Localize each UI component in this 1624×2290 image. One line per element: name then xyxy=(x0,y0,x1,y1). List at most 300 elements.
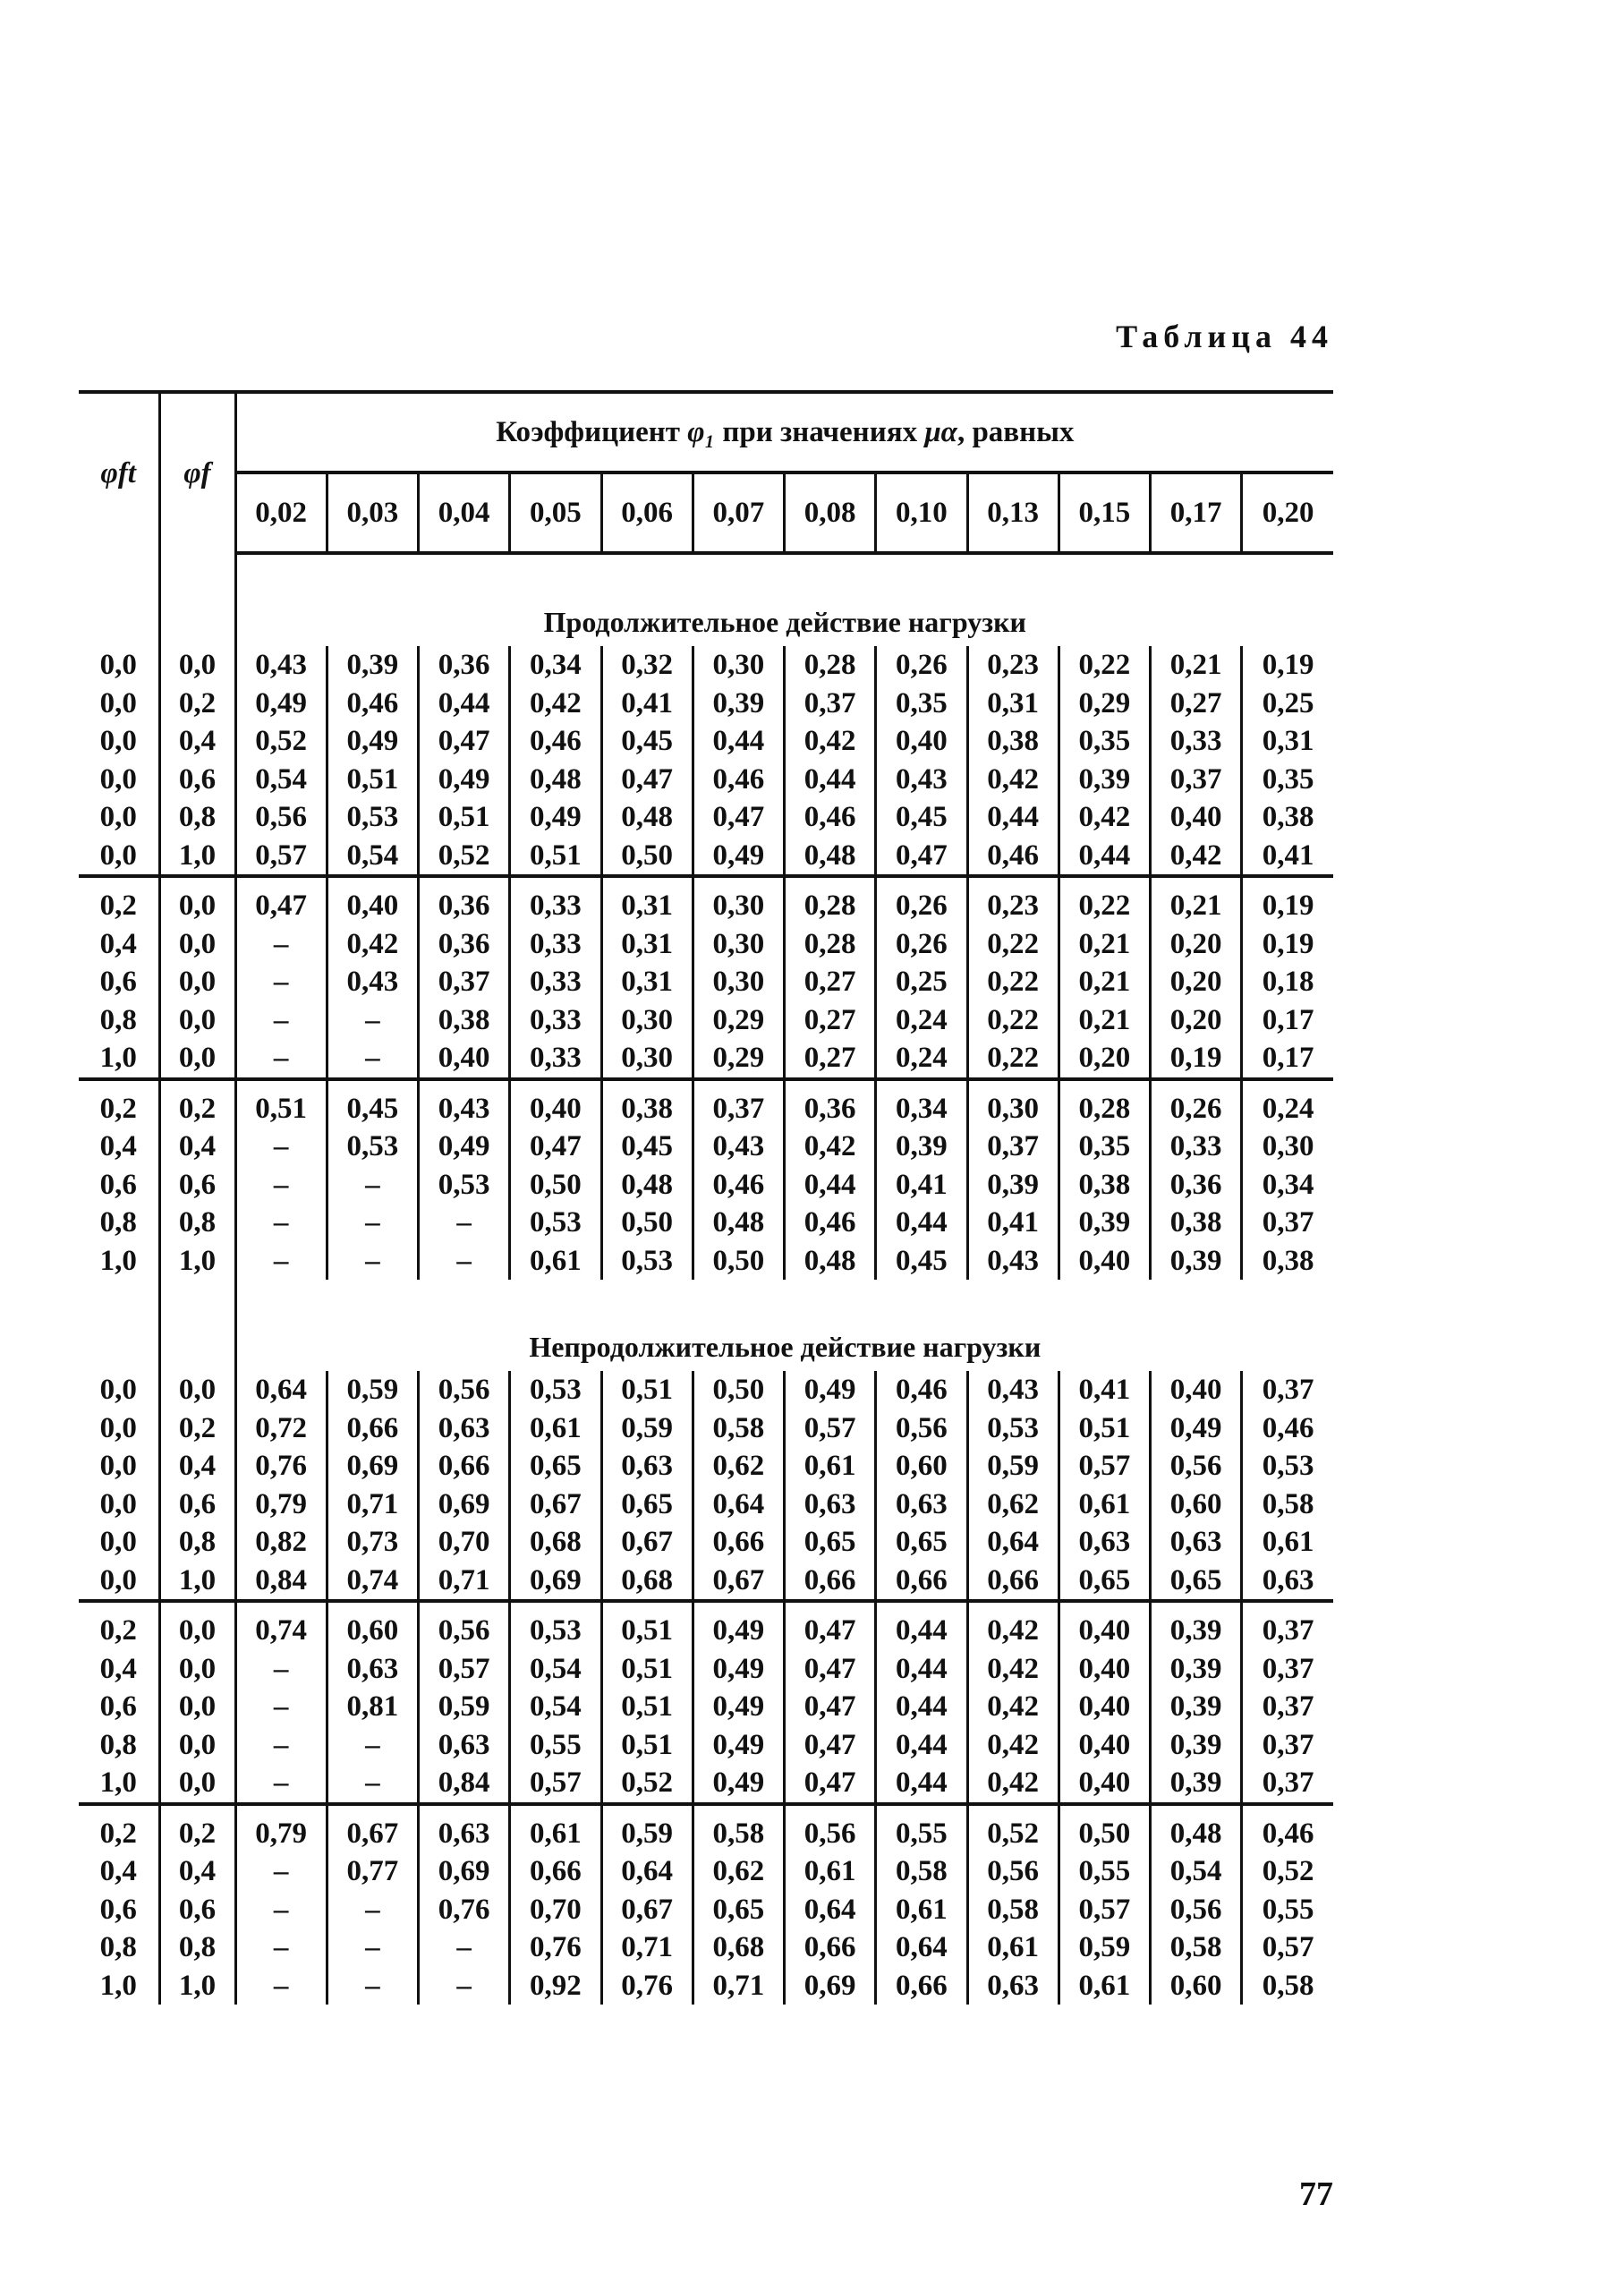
cell-coefficient: 0,43 xyxy=(967,1242,1059,1281)
cell-coefficient: 0,34 xyxy=(1242,1166,1333,1205)
cell-coefficient: 0,49 xyxy=(419,1128,510,1166)
cell-coefficient: 0,21 xyxy=(1059,1001,1150,1040)
cell-phi-f: 0,8 xyxy=(159,1204,235,1242)
cell-coefficient: 0,50 xyxy=(601,837,693,877)
table-row xyxy=(79,1928,1333,1967)
cell-coefficient: 0,24 xyxy=(876,1039,967,1079)
cell-phi-f: 0,0 xyxy=(159,876,235,925)
table-row xyxy=(79,1371,1333,1409)
cell-coefficient: – xyxy=(327,1764,418,1804)
cell-coefficient: 0,54 xyxy=(510,1650,601,1689)
cell-coefficient: 0,48 xyxy=(785,1242,876,1281)
cell-coefficient: 0,30 xyxy=(693,925,784,964)
cell-phi-f: 0,0 xyxy=(159,1688,235,1726)
cell-coefficient: 0,53 xyxy=(1242,1447,1333,1486)
cell-coefficient: 0,69 xyxy=(510,1562,601,1602)
cell-coefficient: 0,21 xyxy=(1059,963,1150,1001)
cell-coefficient: 0,61 xyxy=(510,1409,601,1448)
cell-coefficient: 0,55 xyxy=(510,1726,601,1765)
cell-coefficient: 0,36 xyxy=(419,646,510,685)
header-mu-value: 0,08 xyxy=(785,472,876,553)
cell-coefficient: 0,64 xyxy=(693,1486,784,1524)
cell-coefficient: 0,68 xyxy=(601,1562,693,1602)
cell-coefficient: 0,33 xyxy=(510,963,601,1001)
cell-coefficient: 0,27 xyxy=(785,1039,876,1079)
cell-coefficient: 0,46 xyxy=(785,798,876,837)
table-title: Таблица 44 xyxy=(1116,319,1333,354)
cell-coefficient: 0,56 xyxy=(235,798,327,837)
cell-coefficient: 0,41 xyxy=(876,1166,967,1205)
cell-coefficient: 0,21 xyxy=(1151,876,1242,925)
cell-phi-f: 1,0 xyxy=(159,1562,235,1602)
cell-coefficient: 0,39 xyxy=(1151,1650,1242,1689)
cell-coefficient: 0,71 xyxy=(327,1486,418,1524)
cell-coefficient: – xyxy=(235,1726,327,1765)
header-coefficient-group xyxy=(235,392,1333,472)
table-row xyxy=(79,1166,1333,1205)
cell-coefficient: 0,49 xyxy=(693,837,784,877)
header-mu-value: 0,02 xyxy=(235,472,327,553)
table-row xyxy=(79,1764,1333,1804)
cell-coefficient: 0,44 xyxy=(876,1204,967,1242)
cell-coefficient: 0,27 xyxy=(785,963,876,1001)
cell-coefficient: 0,41 xyxy=(1242,837,1333,877)
cell-coefficient: 0,63 xyxy=(785,1486,876,1524)
cell-coefficient: – xyxy=(327,1204,418,1242)
cell-coefficient: 0,59 xyxy=(601,1804,693,1853)
cell-phi-ft: 0,4 xyxy=(99,927,137,960)
cell-coefficient: 0,76 xyxy=(419,1891,510,1929)
cell-coefficient: 0,17 xyxy=(1242,1001,1333,1040)
cell-coefficient: 0,66 xyxy=(876,1562,967,1602)
cell-coefficient: – xyxy=(235,1688,327,1726)
cell-coefficient: 0,48 xyxy=(601,1166,693,1205)
cell-coefficient: 0,51 xyxy=(419,798,510,837)
cell-coefficient: 0,34 xyxy=(876,1079,967,1128)
cell-coefficient: 0,49 xyxy=(510,798,601,837)
cell-coefficient: 0,49 xyxy=(693,1764,784,1804)
cell-coefficient: 0,26 xyxy=(1151,1079,1242,1128)
cell-coefficient: 0,45 xyxy=(601,722,693,761)
cell-coefficient: 0,33 xyxy=(510,876,601,925)
cell-coefficient: 0,43 xyxy=(876,761,967,799)
cell-coefficient: 0,51 xyxy=(510,837,601,877)
cell-phi-f: 0,2 xyxy=(159,685,235,723)
table-row xyxy=(79,1447,1333,1486)
cell-coefficient: 0,57 xyxy=(419,1650,510,1689)
cell-coefficient: 0,54 xyxy=(327,837,418,877)
cell-phi-f: 0,4 xyxy=(159,1128,235,1166)
cell-coefficient: 0,40 xyxy=(1059,1601,1150,1650)
cell-coefficient: 0,40 xyxy=(1059,1726,1150,1765)
cell-coefficient: 0,51 xyxy=(601,1726,693,1765)
cell-coefficient: – xyxy=(419,1242,510,1281)
cell-phi-f: 0,0 xyxy=(159,1650,235,1689)
cell-coefficient: 0,37 xyxy=(1242,1371,1333,1409)
cell-coefficient: 0,33 xyxy=(510,1039,601,1079)
cell-coefficient: – xyxy=(419,1204,510,1242)
cell-coefficient: – xyxy=(235,1650,327,1689)
cell-coefficient: 0,22 xyxy=(1059,646,1150,685)
cell-coefficient: 0,22 xyxy=(1059,876,1150,925)
cell-phi-ft: 1,0 xyxy=(99,1969,137,2002)
header-phi-f: φf xyxy=(159,392,235,553)
cell-coefficient: 0,57 xyxy=(1059,1447,1150,1486)
cell-coefficient: 0,47 xyxy=(785,1650,876,1689)
cell-coefficient: 0,46 xyxy=(876,1371,967,1409)
cell-coefficient: 0,60 xyxy=(1151,1967,1242,2005)
cell-coefficient: 0,45 xyxy=(601,1128,693,1166)
cell-coefficient: 0,23 xyxy=(967,646,1059,685)
cell-coefficient: 0,47 xyxy=(419,722,510,761)
cell-coefficient: 0,21 xyxy=(1059,925,1150,964)
table-row xyxy=(79,761,1333,799)
header-mu-value: 0,15 xyxy=(1059,472,1150,553)
table-row xyxy=(79,1409,1333,1448)
cell-phi-f: 0,2 xyxy=(159,1409,235,1448)
cell-coefficient: 0,22 xyxy=(967,1001,1059,1040)
cell-phi-f: 1,0 xyxy=(159,1242,235,1281)
cell-coefficient: 0,34 xyxy=(510,646,601,685)
cell-coefficient: 0,46 xyxy=(967,837,1059,877)
cell-coefficient: – xyxy=(235,1204,327,1242)
cell-coefficient: 0,24 xyxy=(876,1001,967,1040)
cell-coefficient: 0,37 xyxy=(785,685,876,723)
cell-coefficient: 0,28 xyxy=(785,646,876,685)
cell-coefficient: 0,41 xyxy=(967,1204,1059,1242)
table-header xyxy=(79,392,1333,553)
cell-coefficient: 0,51 xyxy=(601,1371,693,1409)
cell-coefficient: 0,20 xyxy=(1151,925,1242,964)
cell-coefficient: 0,65 xyxy=(1059,1562,1150,1602)
cell-coefficient: – xyxy=(235,1001,327,1040)
cell-coefficient: 0,40 xyxy=(1059,1242,1150,1281)
table-row xyxy=(79,1486,1333,1524)
cell-coefficient: 0,33 xyxy=(1151,1128,1242,1166)
cell-coefficient: 0,44 xyxy=(785,1166,876,1205)
cell-coefficient: 0,65 xyxy=(601,1486,693,1524)
table-row xyxy=(79,925,1333,964)
header-mu-value: 0,17 xyxy=(1151,472,1242,553)
section-label: Непродолжительное действие нагрузки xyxy=(235,1280,1333,1371)
cell-coefficient: 0,33 xyxy=(510,925,601,964)
cell-coefficient: 0,57 xyxy=(1242,1928,1333,1967)
cell-phi-f: 0,8 xyxy=(159,1928,235,1967)
cell-phi-f: 0,0 xyxy=(159,646,235,685)
cell-coefficient: 0,38 xyxy=(1151,1204,1242,1242)
cell-coefficient: 0,43 xyxy=(327,963,418,1001)
cell-coefficient: 0,37 xyxy=(1151,761,1242,799)
cell-coefficient: 0,30 xyxy=(601,1039,693,1079)
cell-phi-f: 0,0 xyxy=(159,925,235,964)
cell-coefficient: 0,42 xyxy=(967,1688,1059,1726)
cell-phi-f: 0,2 xyxy=(159,1804,235,1853)
cell-coefficient: 0,73 xyxy=(327,1523,418,1562)
cell-coefficient: 0,82 xyxy=(235,1523,327,1562)
cell-coefficient: 0,63 xyxy=(419,1726,510,1765)
cell-coefficient: 0,37 xyxy=(1242,1650,1333,1689)
cell-coefficient: 0,66 xyxy=(510,1852,601,1891)
cell-coefficient: – xyxy=(327,1039,418,1079)
cell-coefficient: 0,55 xyxy=(1242,1891,1333,1929)
cell-coefficient: 0,57 xyxy=(1059,1891,1150,1929)
cell-coefficient: 0,30 xyxy=(693,646,784,685)
cell-coefficient: – xyxy=(235,1128,327,1166)
cell-phi-ft: 0,2 xyxy=(79,876,159,925)
header-mu-value: 0,13 xyxy=(967,472,1059,553)
cell-coefficient: 0,58 xyxy=(967,1891,1059,1929)
cell-coefficient: 0,57 xyxy=(510,1764,601,1804)
cell-coefficient: 0,40 xyxy=(419,1039,510,1079)
cell-coefficient: 0,42 xyxy=(1059,798,1150,837)
cell-coefficient: 0,38 xyxy=(1242,1242,1333,1281)
header-group-suffix: , равных xyxy=(957,415,1075,448)
cell-coefficient: 0,48 xyxy=(510,761,601,799)
cell-coefficient: 0,57 xyxy=(785,1409,876,1448)
cell-coefficient: 0,69 xyxy=(419,1486,510,1524)
cell-coefficient: – xyxy=(327,1726,418,1765)
cell-coefficient: 0,64 xyxy=(967,1523,1059,1562)
cell-coefficient: 0,40 xyxy=(1059,1764,1150,1804)
cell-coefficient: 0,36 xyxy=(419,876,510,925)
cell-coefficient: 0,71 xyxy=(419,1562,510,1602)
cell-coefficient: 0,39 xyxy=(1151,1726,1242,1765)
cell-coefficient: 0,39 xyxy=(1059,1204,1150,1242)
cell-coefficient: 0,51 xyxy=(1059,1409,1150,1448)
cell-coefficient: 0,36 xyxy=(785,1079,876,1128)
cell-coefficient: 0,19 xyxy=(1151,1039,1242,1079)
cell-coefficient: 0,71 xyxy=(601,1928,693,1967)
cell-coefficient: 0,35 xyxy=(1242,761,1333,799)
cell-coefficient: 0,62 xyxy=(693,1447,784,1486)
cell-coefficient: 0,42 xyxy=(967,1650,1059,1689)
table-row xyxy=(79,1562,1333,1602)
cell-coefficient: 0,71 xyxy=(693,1967,784,2005)
cell-phi-ft: 0,6 xyxy=(99,1690,137,1723)
header-group-prefix: Коэффициент xyxy=(496,415,688,448)
cell-coefficient: – xyxy=(235,1852,327,1891)
cell-coefficient: 0,39 xyxy=(1151,1601,1242,1650)
cell-coefficient: 0,42 xyxy=(967,1726,1059,1765)
cell-coefficient: 0,27 xyxy=(785,1001,876,1040)
cell-coefficient: 0,66 xyxy=(327,1409,418,1448)
cell-phi-f: 0,8 xyxy=(159,1523,235,1562)
cell-coefficient: 0,56 xyxy=(1151,1447,1242,1486)
cell-coefficient: 0,44 xyxy=(876,1726,967,1765)
cell-coefficient: 0,21 xyxy=(1151,646,1242,685)
cell-coefficient: 0,29 xyxy=(1059,685,1150,723)
table-row xyxy=(79,1967,1333,2005)
table-row xyxy=(79,1601,1333,1650)
cell-coefficient: 0,36 xyxy=(419,925,510,964)
cell-coefficient: 0,46 xyxy=(785,1204,876,1242)
empty-cell xyxy=(79,1280,159,1371)
cell-coefficient: 0,46 xyxy=(327,685,418,723)
cell-coefficient: 0,47 xyxy=(693,798,784,837)
cell-phi-f: 0,4 xyxy=(159,1852,235,1891)
cell-coefficient: 0,77 xyxy=(327,1852,418,1891)
cell-coefficient: 0,67 xyxy=(510,1486,601,1524)
cell-phi-ft: 0,4 xyxy=(99,1130,137,1162)
cell-coefficient: 0,37 xyxy=(1242,1764,1333,1804)
cell-coefficient: 0,58 xyxy=(693,1409,784,1448)
cell-coefficient: – xyxy=(235,963,327,1001)
cell-coefficient: 0,61 xyxy=(510,1804,601,1853)
cell-coefficient: 0,42 xyxy=(967,1601,1059,1650)
cell-phi-ft: 0,0 xyxy=(99,686,137,719)
cell-coefficient: 0,44 xyxy=(876,1650,967,1689)
header-group-phi: φ₁ xyxy=(687,415,716,448)
cell-coefficient: 0,50 xyxy=(693,1242,784,1281)
cell-coefficient: 0,31 xyxy=(601,876,693,925)
cell-coefficient: 0,44 xyxy=(876,1764,967,1804)
cell-coefficient: 0,63 xyxy=(876,1486,967,1524)
cell-coefficient: 0,51 xyxy=(601,1688,693,1726)
cell-coefficient: 0,81 xyxy=(327,1688,418,1726)
cell-coefficient: 0,67 xyxy=(601,1523,693,1562)
cell-coefficient: 0,84 xyxy=(419,1764,510,1804)
cell-coefficient: 0,61 xyxy=(1242,1523,1333,1562)
header-mu-value: 0,20 xyxy=(1242,472,1333,553)
cell-phi-f: 0,6 xyxy=(159,1891,235,1929)
cell-coefficient: 0,49 xyxy=(693,1688,784,1726)
cell-coefficient: 0,53 xyxy=(327,798,418,837)
cell-coefficient: 0,44 xyxy=(876,1601,967,1650)
cell-coefficient: 0,47 xyxy=(601,761,693,799)
cell-coefficient: 0,42 xyxy=(327,925,418,964)
cell-coefficient: 0,67 xyxy=(601,1891,693,1929)
cell-coefficient: 0,59 xyxy=(601,1409,693,1448)
cell-coefficient: 0,56 xyxy=(967,1852,1059,1891)
cell-phi-f: 0,0 xyxy=(159,1039,235,1079)
cell-phi-f: 0,8 xyxy=(159,798,235,837)
cell-phi-ft: 0,2 xyxy=(79,1804,159,1853)
cell-coefficient: 0,27 xyxy=(1151,685,1242,723)
cell-coefficient: 0,65 xyxy=(1151,1562,1242,1602)
cell-coefficient: – xyxy=(235,1039,327,1079)
table-row xyxy=(79,685,1333,723)
cell-coefficient: 0,44 xyxy=(876,1688,967,1726)
cell-coefficient: 0,52 xyxy=(967,1804,1059,1853)
cell-coefficient: 0,79 xyxy=(235,1486,327,1524)
cell-coefficient: 0,55 xyxy=(876,1804,967,1853)
cell-phi-f: 1,0 xyxy=(159,1967,235,2005)
cell-coefficient: 0,38 xyxy=(967,722,1059,761)
cell-coefficient: 0,17 xyxy=(1242,1039,1333,1079)
cell-coefficient: 0,64 xyxy=(785,1891,876,1929)
cell-phi-ft: 0,0 xyxy=(99,1526,137,1558)
cell-coefficient: 0,79 xyxy=(235,1804,327,1853)
cell-coefficient: 0,52 xyxy=(235,722,327,761)
cell-coefficient: – xyxy=(235,1928,327,1967)
cell-coefficient: – xyxy=(235,1764,327,1804)
cell-coefficient: 0,58 xyxy=(1242,1967,1333,2005)
cell-coefficient: 0,49 xyxy=(235,685,327,723)
table-row xyxy=(79,722,1333,761)
cell-coefficient: 0,39 xyxy=(1059,761,1150,799)
cell-coefficient: 0,26 xyxy=(876,925,967,964)
cell-coefficient: 0,63 xyxy=(601,1447,693,1486)
cell-coefficient: 0,39 xyxy=(876,1128,967,1166)
cell-coefficient: 0,53 xyxy=(510,1204,601,1242)
cell-coefficient: 0,70 xyxy=(419,1523,510,1562)
cell-coefficient: 0,49 xyxy=(327,722,418,761)
cell-coefficient: – xyxy=(327,1001,418,1040)
cell-coefficient: 0,66 xyxy=(785,1562,876,1602)
table-row xyxy=(79,876,1333,925)
cell-coefficient: 0,61 xyxy=(785,1852,876,1891)
cell-coefficient: 0,52 xyxy=(419,837,510,877)
cell-coefficient: 0,50 xyxy=(510,1166,601,1205)
cell-coefficient: 0,44 xyxy=(1059,837,1150,877)
cell-coefficient: 0,39 xyxy=(967,1166,1059,1205)
header-phi-ft: φft xyxy=(79,392,159,553)
cell-coefficient: 0,32 xyxy=(601,646,693,685)
cell-coefficient: 0,59 xyxy=(967,1447,1059,1486)
cell-phi-ft: 0,0 xyxy=(99,1450,137,1482)
cell-coefficient: 0,53 xyxy=(327,1128,418,1166)
cell-phi-ft: 0,0 xyxy=(99,1411,137,1444)
cell-coefficient: 0,65 xyxy=(510,1447,601,1486)
cell-coefficient: 0,40 xyxy=(1151,1371,1242,1409)
cell-coefficient: 0,54 xyxy=(510,1688,601,1726)
cell-coefficient: 0,38 xyxy=(1059,1166,1150,1205)
cell-coefficient: 0,74 xyxy=(235,1601,327,1650)
table-row xyxy=(79,646,1333,685)
cell-coefficient: 0,64 xyxy=(235,1371,327,1409)
cell-coefficient: 0,40 xyxy=(1059,1650,1150,1689)
cell-coefficient: 0,63 xyxy=(1059,1523,1150,1562)
cell-coefficient: 0,43 xyxy=(967,1371,1059,1409)
cell-coefficient: 0,67 xyxy=(327,1804,418,1853)
section-label-row xyxy=(79,1280,1333,1371)
cell-coefficient: 0,42 xyxy=(510,685,601,723)
cell-coefficient: – xyxy=(235,1242,327,1281)
cell-coefficient: 0,66 xyxy=(967,1562,1059,1602)
cell-coefficient: 0,30 xyxy=(693,963,784,1001)
cell-coefficient: 0,42 xyxy=(785,722,876,761)
cell-phi-ft: 0,0 xyxy=(99,1563,137,1596)
page-number: 77 xyxy=(1299,2175,1333,2213)
cell-coefficient: 0,20 xyxy=(1151,963,1242,1001)
cell-coefficient: 0,43 xyxy=(693,1128,784,1166)
cell-coefficient: 0,40 xyxy=(876,722,967,761)
section-label: Продолжительное действие нагрузки xyxy=(235,553,1333,646)
cell-coefficient: 0,54 xyxy=(235,761,327,799)
cell-coefficient: 0,39 xyxy=(1151,1688,1242,1726)
cell-coefficient: 0,40 xyxy=(1059,1688,1150,1726)
header-mu-row xyxy=(79,472,1333,553)
cell-coefficient: – xyxy=(327,1891,418,1929)
table-row xyxy=(79,1726,1333,1765)
cell-coefficient: 0,49 xyxy=(419,761,510,799)
cell-coefficient: 0,22 xyxy=(967,925,1059,964)
cell-phi-f: 1,0 xyxy=(159,837,235,877)
cell-coefficient: 0,44 xyxy=(693,722,784,761)
table-row xyxy=(79,1523,1333,1562)
cell-coefficient: 0,46 xyxy=(1242,1804,1333,1853)
empty-cell xyxy=(159,1280,235,1371)
cell-coefficient: 0,39 xyxy=(1151,1242,1242,1281)
cell-coefficient: 0,20 xyxy=(1059,1039,1150,1079)
cell-coefficient: 0,49 xyxy=(1151,1409,1242,1448)
cell-coefficient: 0,58 xyxy=(1242,1486,1333,1524)
cell-phi-ft: 0,6 xyxy=(99,1893,137,1926)
table-row xyxy=(79,1242,1333,1281)
table-row xyxy=(79,1079,1333,1128)
table-row xyxy=(79,837,1333,877)
cell-coefficient: 0,43 xyxy=(235,646,327,685)
